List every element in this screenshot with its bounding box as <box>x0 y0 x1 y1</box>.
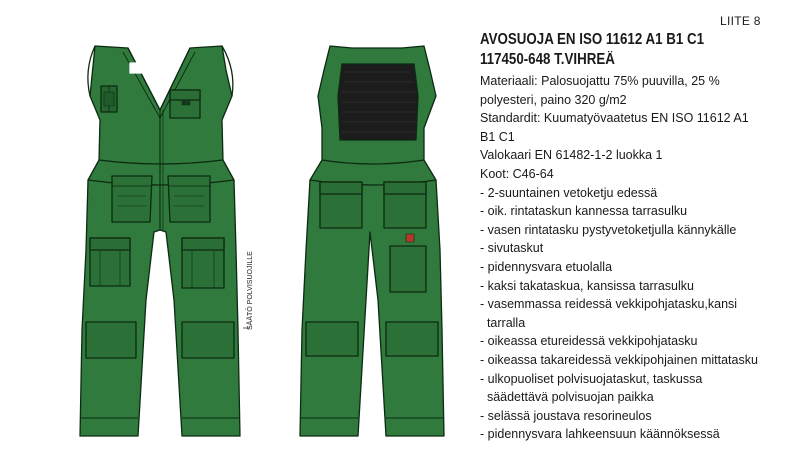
feature-list <box>480 184 798 444</box>
standards-line-cont: B1 C1 <box>480 129 515 144</box>
front-view <box>80 46 240 436</box>
feature-item: - pidennysvara etuolalla <box>480 259 613 274</box>
sizes-line: Koot: C46-64 <box>480 166 554 181</box>
feature-item-cont: tarralla <box>480 315 526 330</box>
product-code: 117450-648 T.VIHREÄ <box>480 51 615 68</box>
feature-item: - vasemmassa reidessä vekkipohjatasku,kansi <box>480 297 738 312</box>
knee-note <box>243 251 254 330</box>
label-patch <box>406 234 414 242</box>
feature-item: - 2-suuntainen vetoketju edessä <box>480 185 658 200</box>
feature-item: - oik. rintataskun kannessa tarrasulku <box>480 204 688 219</box>
logo-patch <box>130 63 144 73</box>
feature-item: - sivutaskut <box>480 241 544 256</box>
standards-line: Standardit: Kuumatyövaatetus EN ISO 11612 A1 <box>480 111 749 126</box>
feature-item: - pidennysvara lahkeensuun käännöksessä <box>480 427 720 442</box>
back-view <box>300 46 444 436</box>
appendix-label: LIITE 8 <box>720 14 761 28</box>
product-title: AVOSUOJA EN ISO 11612 A1 B1 C1 <box>480 31 704 48</box>
material-line-cont: polyesteri, paino 320 g/m2 <box>480 92 627 107</box>
feature-item: - kaksi takataskua, kansissa tarrasulku <box>480 278 694 293</box>
feature-item: - selässä joustava resorineulos <box>480 408 652 423</box>
arc-line: Valokaari EN 61482-1-2 luokka 1 <box>480 148 663 163</box>
knee-note-text: SÄÄTÖ POLVISUOJILLE <box>247 251 254 330</box>
feature-item: - oikeassa etureidessä vekkipohjatasku <box>480 334 698 349</box>
front-hip-pocket-right <box>168 176 210 222</box>
feature-item-cont: säädettävä polvisuojan paikka <box>480 390 654 405</box>
feature-item: - vasen rintatasku pystyvetoketjulla kännykälle <box>480 222 737 237</box>
spec-sheet <box>480 30 798 444</box>
knee-pocket-left <box>86 322 136 358</box>
material-line: Materiaali: Palosuojattu 75% puuvilla, 25 % <box>480 74 720 88</box>
feature-item: - ulkopuoliset polvisuojataskut, taskussa <box>480 371 703 386</box>
spec-details <box>480 72 798 184</box>
feature-item: - oikeassa takareidessä vekkipohjainen mittatasku <box>480 352 758 367</box>
knee-pocket-right <box>182 322 234 358</box>
back-thigh-pocket <box>390 246 426 292</box>
front-hip-pocket-left <box>112 176 152 222</box>
